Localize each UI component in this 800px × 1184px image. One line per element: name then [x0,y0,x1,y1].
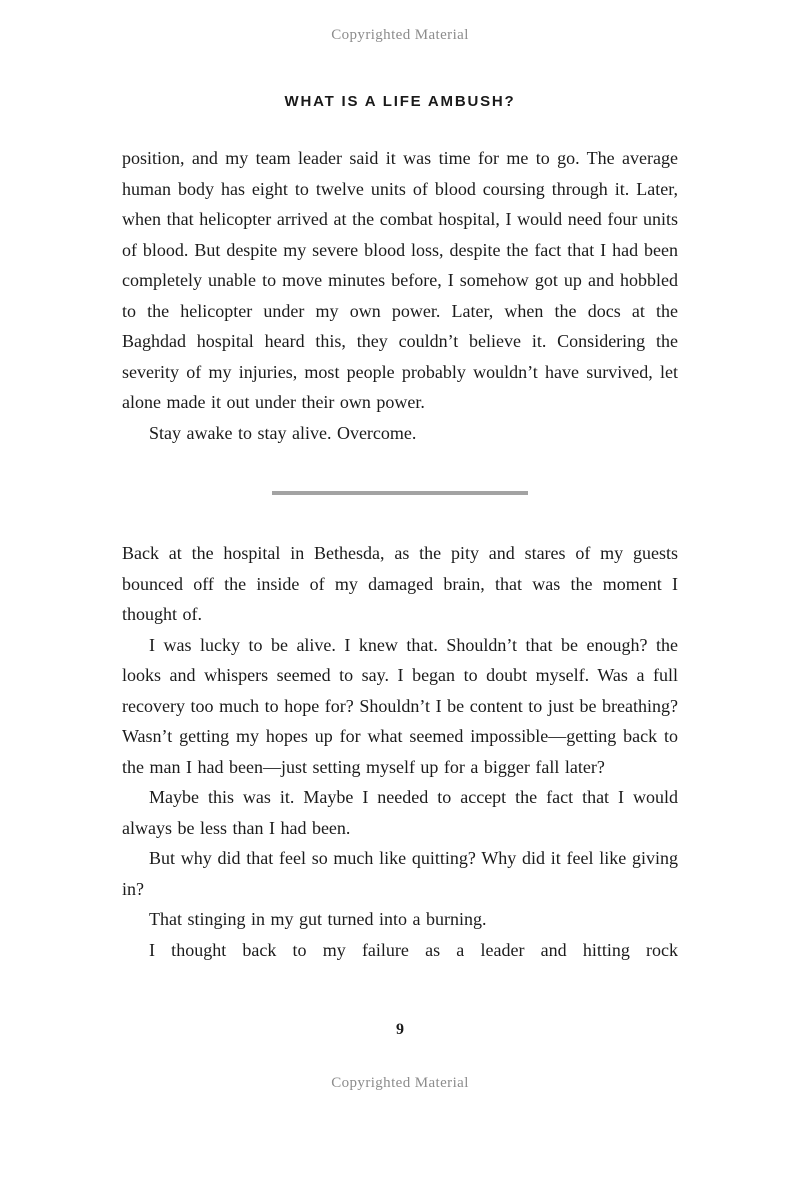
copyright-notice-top: Copyrighted Material [331,27,469,43]
paragraph: But why did that feel so much like quitting? Why did it feel like giving in? [122,848,678,899]
chapter-header: WHAT IS A LIFE AMBUSH? [284,93,516,110]
body-text [122,143,678,965]
paragraph: I was lucky to be alive. I knew that. Shouldn’t that be enough? the looks and whispers seemed to say. I began to doubt myself. Was a full recovery too much to hope for? Shouldn’t I be content to just be breathing? Wasn’t getting my hopes up for what seemed impossible—getting back to the man I had been—just setting myself up for a bigger fall later? [122,634,678,777]
paragraph: position, and my team leader said it was time for me to go. The average human body has eight to twelve units of blood coursing through it. Later, when that helicopter arrived at the combat hospital, I would need four units of blood. But despite my severe blood loss, despite the fact that I had been completely unable to move minutes before, I somehow got up and hobbled to the helicopter under my own power. Later, when the docs at the Baghdad hospital heard this, they couldn’t believe it. Considering the severity of my injuries, most people probably wouldn’t have survived, let alone made it out under their own power. [122,148,678,412]
copyright-notice-bottom: Copyrighted Material [331,1075,469,1091]
page-number: 9 [396,1021,404,1038]
paragraph: I thought back to my failure as a leader and hitting rock [149,939,678,960]
paragraph: Stay awake to stay alive. Overcome. [149,422,417,443]
section-divider [272,491,528,495]
paragraph: That stinging in my gut turned into a burning. [149,909,487,929]
paragraph: Maybe this was it. Maybe I needed to accept the fact that I would always be less than I had been. [122,787,678,838]
paragraph: Back at the hospital in Bethesda, as the pity and stares of my guests bounced off the inside of my damaged brain, that was the moment I thought of. [122,543,678,624]
